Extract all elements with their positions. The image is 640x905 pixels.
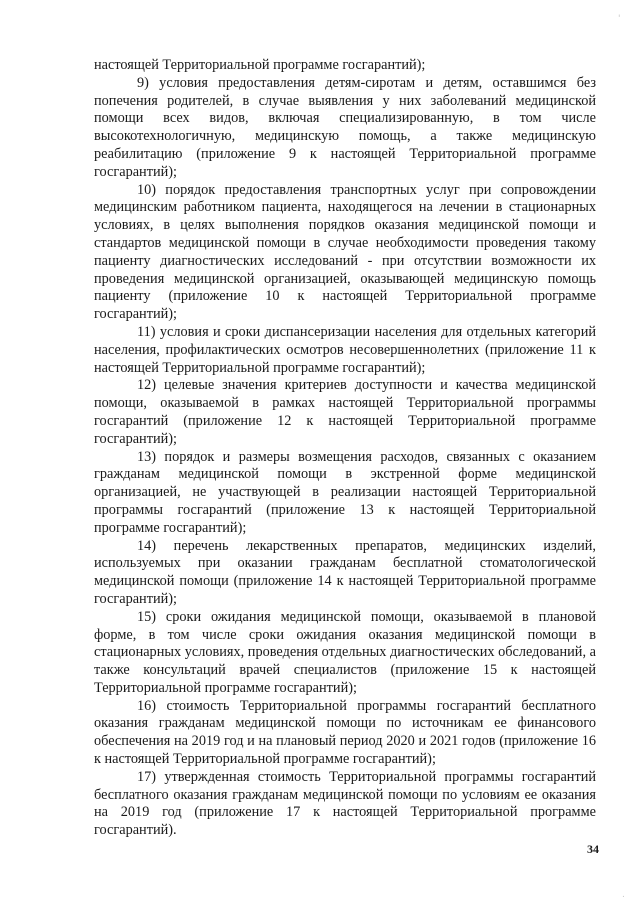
scan-speck: ' bbox=[618, 14, 621, 24]
paragraph-item-10: 10) порядок предоставления транспортных услуг при сопровождении медицинским работником пациента, находящегося на лечении в стационарных условиях, в целях выполнения порядков оказания медицинской помощи и стандартов медицинской помощи в случае необходимости проведения такому пациенту диагностических исследований - при отсутствии возможности их проведения медицинской организацией, оказывающей медицинскую помощь пациенту (приложение 10 к настоящей Территориальной программе госгарантий); bbox=[94, 181, 596, 323]
paragraph-item-11: 11) условия и сроки диспансеризации населения для отдельных категорий населения, профилактических осмотров несовершеннолетних (приложение 11 к настоящей Территориальной программе госгарантий); bbox=[94, 323, 596, 376]
paragraph-item-12: 12) целевые значения критериев доступности и качества медицинской помощи, оказываемой в рамках настоящей Территориальной программы госгарантий (приложение 12 к настоящей Территориальной программе госгарантий); bbox=[94, 377, 596, 447]
paragraph-continuation: настоящей Территориальной программе госгарантий); bbox=[94, 57, 426, 73]
document-body bbox=[94, 57, 596, 840]
paragraph-item-13: 13) порядок и размеры возмещения расходов, связанных с оказанием гражданам медицинской помощи в экстренной форме медицинской организацией, не участвующей в реализации настоящей Территориальной программы госгарантий (приложение 13 к настоящей Территориальной программе госгарантий); bbox=[94, 448, 596, 536]
paragraph-item-15: 15) сроки ожидания медицинской помощи, оказываемой в плановой форме, в том числе сроки ожидания оказания медицинской помощи в стационарных условиях, проведения отдельных диагностических обследований, а также консультаций врачей специалистов (приложение 15 к настоящей Территориальной программе госгарантий); bbox=[94, 608, 596, 696]
paragraph-item-14: 14) перечень лекарственных препаратов, медицинских изделий, используемых при оказании гражданам бесплатной стоматологической медицинской помощи (приложение 14 к настоящей Территориальной программе госгарантий); bbox=[94, 537, 596, 607]
scan-speck: . bbox=[622, 890, 625, 900]
paragraph-item-17: 17) утвержденная стоимость Территориальной программы госгарантий бесплатного оказания гражданам медицинской помощи по условиям ее оказания на 2019 год (приложение 17 к настоящей Территориальной программе госгарантий). bbox=[94, 768, 596, 839]
paragraph-item-16: 16) стоимость Территориальной программы госгарантий бесплатного оказания гражданам медицинской помощи по источникам ее финансового обеспечения на 2019 год и на плановый период 2020 и 2021 годов (приложение 16 к настоящей Территориальной программе госгарантий); bbox=[94, 697, 596, 768]
paragraph-item-9: 9) условия предоставления детям-сиротам и детям, оставшимся без попечения родителей, в случае выявления у них заболеваний медицинской помощи всех видов, включая специализированную, в том числе высокотехнологичную, медицинскую помощь, а также медицинскую реабилитацию (приложение 9 к настоящей Территориальной программе госгарантий); bbox=[94, 74, 596, 180]
page-number: 34 bbox=[587, 842, 599, 856]
